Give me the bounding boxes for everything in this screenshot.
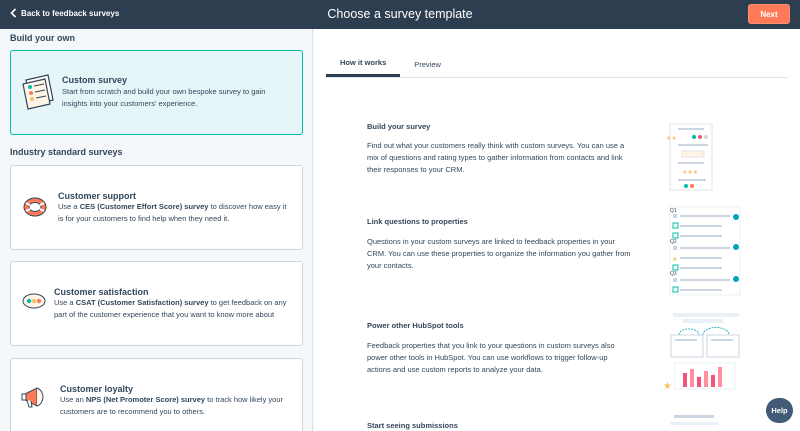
page-title: Choose a survey template	[327, 7, 473, 21]
customer-satisfaction-title: Customer satisfaction	[54, 287, 149, 297]
tab-divider	[326, 77, 788, 78]
step-build-title: Build your survey	[367, 122, 431, 131]
lifebuoy-icon	[22, 195, 48, 219]
customer-satisfaction-desc: Use a CSAT (Customer Satisfaction) survey to get feedback on any part of the customer experience that you want to know more about	[54, 298, 287, 319]
svg-text:★: ★	[672, 257, 678, 263]
customer-support-desc: Use a CES (Customer Effort Score) survey to discover how easy it is for your customers to find help when they need it.	[58, 202, 287, 223]
step-start-title: Start seeing submissions	[367, 421, 458, 430]
tab-preview[interactable]: Preview	[414, 59, 441, 69]
build-own-heading: Build your own	[10, 33, 75, 43]
step-build-text: Find out what your customers really think with custom surveys. You can use a mix of questions and rating types to gather information from contacts and link their responses to your CRM.	[367, 141, 625, 174]
custom-survey-icon	[20, 72, 56, 110]
custom-survey-desc: Start from scratch and build your own bespoke survey to gain insights into your customers' experience.	[62, 87, 266, 108]
workflow-report-illustration	[659, 311, 749, 393]
submissions-illustration	[664, 411, 724, 431]
step-link-title: Link questions to properties	[367, 217, 468, 226]
step-power-title: Power other HubSpot tools	[367, 321, 464, 330]
satisfaction-icon	[21, 291, 47, 311]
detail-tabs	[326, 51, 455, 77]
template-detail-panel	[314, 29, 800, 431]
customer-support-card[interactable]	[10, 165, 303, 250]
step-link-text: Questions in your custom surveys are linked to feedback properties in your CRM. You can use these properties to organize the information you gather from your contacts.	[367, 237, 631, 270]
tab-how-it-works[interactable]: How it works	[326, 51, 400, 77]
customer-loyalty-title: Customer loyalty	[60, 384, 134, 394]
help-button[interactable]: Help	[766, 398, 793, 423]
back-label: Back to feedback surveys	[21, 8, 120, 18]
customer-loyalty-desc: Use an NPS (Net Promoter Score) survey to track how likely your customers are to recommend you to others.	[60, 395, 284, 416]
customer-support-title: Customer support	[58, 191, 137, 201]
q3-label: Q3	[670, 271, 677, 277]
step-power-text: Feedback properties that you link to your questions in custom surveys also power other tools in HubSpot. You can use workflows to trigger follow-up actions and use custom reports to analyze your data.	[367, 341, 615, 374]
custom-survey-card[interactable]	[10, 50, 303, 135]
next-button[interactable]: Next	[748, 4, 790, 24]
industry-heading: Industry standard surveys	[10, 147, 123, 157]
svg-text:★★★: ★★★	[682, 170, 699, 176]
svg-text:★★: ★★	[666, 136, 677, 142]
megaphone-icon	[21, 385, 49, 411]
q1-label: Q1	[670, 208, 677, 214]
customer-loyalty-card[interactable]	[10, 358, 303, 431]
q2-label: Q2	[670, 239, 677, 245]
top-bar	[0, 0, 800, 29]
svg-text:★: ★	[663, 381, 672, 392]
properties-illustration	[664, 205, 744, 299]
customer-satisfaction-card[interactable]	[10, 261, 303, 346]
survey-form-illustration	[664, 122, 720, 194]
custom-survey-title: Custom survey	[62, 75, 128, 85]
template-list-panel	[0, 29, 313, 431]
